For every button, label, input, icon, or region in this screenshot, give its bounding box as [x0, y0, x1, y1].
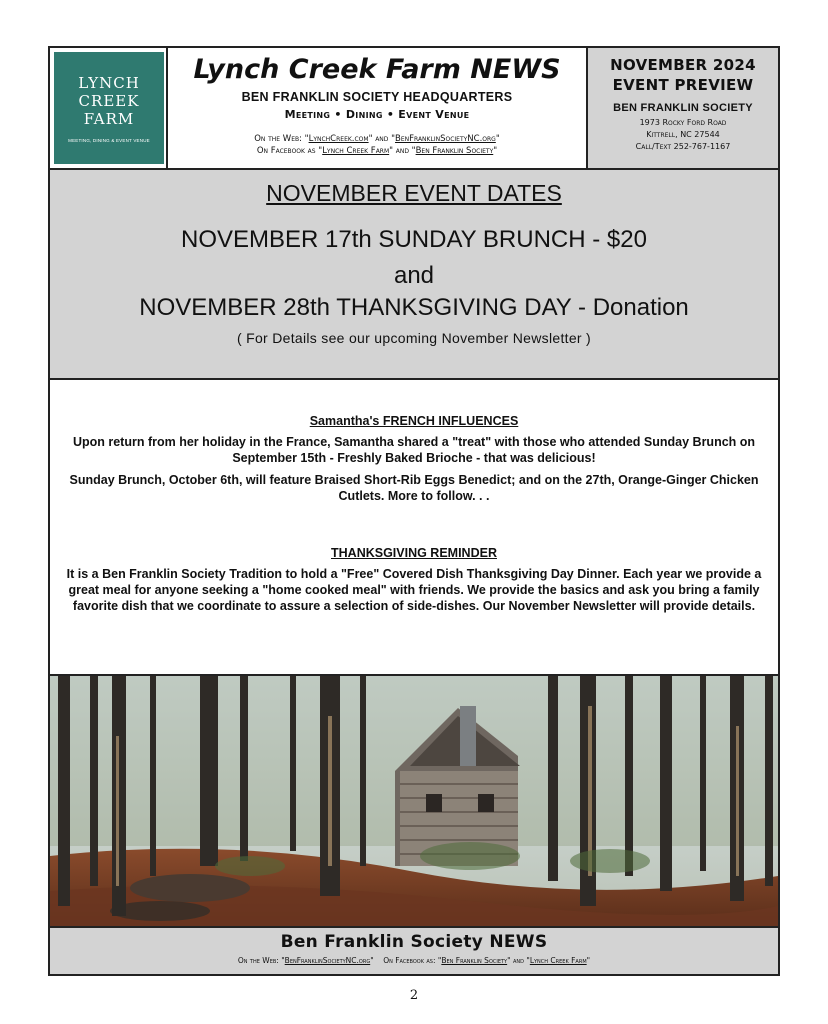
newsletter-page	[48, 46, 780, 976]
address-line-1: 1973 Rocky Ford Road	[639, 118, 727, 127]
phone-line: Call/Text 252-767-1167	[635, 142, 731, 151]
footer	[50, 928, 778, 974]
address-line-2: Kittrell, NC 27544	[646, 130, 720, 139]
facebook-benfranklin-link[interactable]: Ben Franklin Society	[415, 146, 494, 156]
facebook-line: On Facebook as "Lynch Creek Farm" and "Ben Franklin Society"	[256, 146, 498, 156]
header	[50, 48, 778, 168]
article-thanksgiving-p1: It is a Ben Franklin Society Tradition to hold a "Free" Covered Dish Thanksgiving Day Dinner. Each year we provide a great meal for anyone seeking a "home cooked meal" with friends. We provide the basics and ask you bring a family favorite dish that we coordinate to assure a selection of side-dishes. Our November Newsletter will provide details.	[66, 567, 762, 613]
services-line: Meeting • Dining • Event Venue	[284, 108, 470, 121]
event-and: and	[393, 262, 435, 289]
event-dates-title: NOVEMBER EVENT DATES	[266, 180, 562, 206]
lynchcreek-link[interactable]: LynchCreek.com	[308, 134, 369, 144]
farm-logo	[54, 52, 164, 164]
footer-facebook-benfranklin-link[interactable]: Ben Franklin Society	[441, 956, 508, 965]
newsletter-title: Lynch Creek Farm NEWS	[193, 54, 561, 85]
article-french-heading: Samantha's FRENCH INFLUENCES	[309, 414, 519, 428]
benfranklin-web-link[interactable]: BenFranklinSocietyNC.org	[395, 134, 496, 144]
footer-facebook-lynch-link[interactable]: Lynch Creek Farm	[529, 956, 587, 965]
event-dates-panel	[50, 170, 778, 378]
preview-org: BEN FRANKLIN SOCIETY	[613, 102, 753, 114]
event-details-note: ( For Details see our upcoming November Newsletter )	[236, 330, 592, 346]
logo-line-1: LYNCH	[78, 74, 140, 92]
facebook-lynch-link[interactable]: Lynch Creek Farm	[322, 146, 390, 156]
forest-cabin-illustration	[50, 676, 778, 926]
article-french-p2: Sunday Brunch, October 6th, will feature Braised Short-Rib Eggs Benedict; and on the 27th, Orange-Ginger Chicken Cutlets. More to follow. . .	[69, 473, 759, 503]
article-thanksgiving-heading: THANKSGIVING REMINDER	[331, 546, 497, 560]
web-line: On the Web: "LynchCreek.com" and "BenFranklinSocietyNC.org"	[254, 134, 500, 144]
logo-tagline: MEETING, DINING & EVENT VENUE	[68, 138, 150, 143]
newsletter-subtitle: BEN FRANKLIN SOCIETY HEADQUARTERS	[241, 90, 513, 104]
footer-title: Ben Franklin Society NEWS	[280, 932, 548, 952]
preview-month: NOVEMBER 2024	[610, 56, 756, 74]
articles-section	[50, 380, 778, 674]
title-block	[168, 48, 586, 168]
footer-web-link[interactable]: BenFranklinSocietyNC.org	[284, 956, 371, 965]
event-thanksgiving: NOVEMBER 28th THANKSGIVING DAY - Donation	[139, 294, 689, 321]
footer-links: On the Web: "BenFranklinSocietyNC.org" On Facebook as: "Ben Franklin Society" and "Lynch Creek Farm"	[237, 956, 591, 965]
logo-line-3: FARM	[83, 110, 135, 128]
logo-line-2: CREEK	[78, 92, 140, 110]
event-brunch: NOVEMBER 17th SUNDAY BRUNCH - $20	[181, 226, 647, 253]
preview-label: EVENT PREVIEW	[612, 76, 754, 94]
event-preview-box	[588, 48, 778, 168]
article-french-p1: Upon return from her holiday in the France, Samantha shared a "treat" with those who attended Sunday Brunch on September 15th - Freshly Baked Brioche - that was delicious!	[72, 435, 756, 465]
page-number: 2	[409, 988, 419, 1003]
cabin-forest-photo	[50, 676, 778, 926]
